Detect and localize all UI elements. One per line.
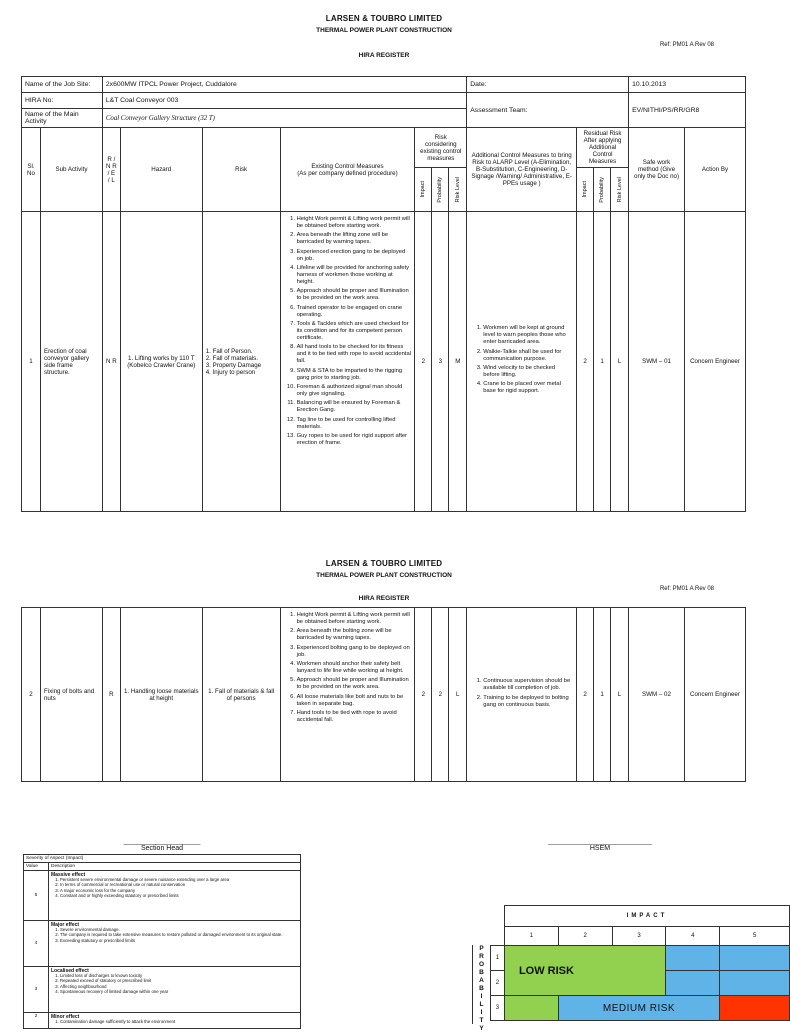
severity-table (23, 854, 301, 1029)
table-row (22, 212, 746, 512)
probability-letters (473, 945, 490, 1033)
col-risk-level: Risk Level (454, 176, 461, 203)
activity-value: Coal Conveyor Gallery Structure (32 T) (102, 109, 466, 128)
division-name: THERMAL POWER PLANT CONSTRUCTION (316, 27, 452, 34)
severity-row (24, 1013, 301, 1029)
existing-item: 3. Experienced bolting gang to be deployed on job. (297, 645, 412, 659)
col-action-by: Action By (685, 128, 746, 212)
severity-value: 2 (24, 1013, 49, 1029)
register-title: HIRA REGISTER (358, 52, 410, 59)
col-residual-risk-level: Risk Level (616, 176, 623, 203)
row-risks (202, 608, 280, 782)
risk-matrix-table (490, 905, 790, 1021)
existing-item: 2. Area beneath the lifting zone will be barricaded by warning tapes. (297, 232, 412, 246)
severity-row (24, 871, 301, 921)
existing-item: 6. All loose materials like bolt and nuts to be taken in separate bag. (297, 694, 412, 708)
col-swm: Safe work method (Give only the Doc no) (629, 128, 685, 212)
hira-table-1 (21, 76, 746, 512)
severity-item: 4. Constant and or highly exceeding statutory or prescribed limits (60, 894, 298, 899)
medium-risk-cell (720, 971, 790, 996)
row-action-by: Concern Engineer (685, 212, 746, 512)
existing-item: 13. Guy ropes to be used for rigid support after erection of frame. (297, 433, 412, 447)
severity-item: 2. The company is required to take extensive measures to restore polluted or damaged environment to its original state. (60, 933, 298, 938)
doc-ref: Ref: PM01 A Rev 08 (659, 42, 714, 48)
risk-item: 4. Injury to person (205, 368, 256, 376)
row-residual-probability: 1 (594, 608, 611, 782)
additional-item: 2. Training to be deployed to bolting gang on continuous basis. (483, 695, 573, 709)
impact-value: 5 (720, 927, 790, 946)
probability-letter: P (479, 945, 484, 952)
row-residual-probability: 1 (594, 212, 611, 512)
probability-letter: I (480, 993, 483, 1000)
col-residual: Residual Risk After applying Additional Control Measures (577, 128, 629, 168)
severity-item: 3. Exceeding statutory or prescribed limits (60, 939, 298, 944)
severity-item: 1. Persistent severe environmental damage or severe nuisance extending over a large area (60, 878, 298, 883)
site-label: Name of the Job Site: (22, 77, 103, 93)
row-hazard: 1. Handling loose materials at height (120, 608, 202, 782)
col-impact: Impact (420, 181, 427, 198)
severity-value: 4 (24, 921, 49, 967)
risk-item: 2. Fall of materials. (205, 354, 258, 362)
site-value: 2x600MW ITPCL Power Project, Cuddalore (102, 77, 466, 93)
signature-line: _______________________ (123, 839, 201, 845)
medium-risk-cell (720, 946, 790, 971)
col-risk: Risk (202, 128, 280, 212)
existing-item: 4. Lifeline will be provided for anchoring safety harness of workmen those working at height. (297, 265, 412, 286)
impact-value: 3 (612, 927, 666, 946)
row-impact: 2 (415, 608, 432, 782)
existing-item: 2. Area beneath the bolting zone will be barricaded by warning tapes. (297, 628, 412, 642)
company-name: LARSEN & TOUBRO LIMITED (325, 14, 443, 23)
severity-name: Localised effect (51, 968, 89, 974)
hira-no-value: L&T Coal Conveyor 003 (102, 93, 466, 109)
prob-value: 3 (491, 996, 505, 1021)
severity-col-desc: Description (49, 863, 301, 871)
probability-letter: B (479, 985, 484, 992)
hsem-label: HSEM (589, 845, 611, 852)
row-additional (467, 608, 577, 782)
row-probability: 3 (432, 212, 449, 512)
doc-ref-2: Ref: PM01 A Rev 08 (659, 586, 714, 592)
existing-item: 11. Balancing will be ensured by Foreman & Erection Gang. (297, 400, 412, 414)
row-sub-activity: Fixing of bolts and nuts (40, 608, 102, 782)
row-action-by: Concern Engineer (684, 608, 745, 782)
row-rnre: N R (102, 212, 120, 512)
row-existing (280, 212, 415, 512)
company-name-2: LARSEN & TOUBRO LIMITED (325, 559, 443, 568)
existing-item: 9. SWM & STA to be imparted to the rigging gang prior to starting job. (297, 368, 412, 382)
probability-letter: A (479, 977, 484, 984)
additional-item: 2. Walkie-Talkie shall be used for communication purpose. (483, 349, 573, 363)
probability-letter: R (479, 953, 484, 960)
row-sub-activity: Erection of coal conveyor gallery side frame structure. (40, 212, 102, 512)
table-row (22, 608, 746, 782)
row-additional (467, 212, 577, 512)
existing-item: 8. All hand tools to be checked for its fitness and it to be tied with rope to avoid accidental fall. (297, 344, 412, 365)
prob-value: 2 (491, 971, 505, 996)
additional-item: 4. Crane to be placed over metal base for rigid support. (483, 381, 573, 395)
row-risk-level: M (449, 212, 467, 512)
severity-item: 1. Limited loss of discharges to known toxicity (60, 974, 298, 979)
row-swm: SWM – 02 (629, 608, 685, 782)
team-label: Assessment Team: (467, 93, 629, 128)
date-label: Date: (467, 77, 629, 93)
severity-item: 4. Spontaneous recovery of limited damage within one year (60, 990, 298, 995)
risk-item: 1. Fall of Person. (205, 347, 253, 355)
existing-item: 7. Tools & Tackles which are used checked for its condition and for its competent person certificate. (297, 321, 412, 342)
additional-item: 1. Workmen will be kept at ground level to warn peoples those who enter barricaded area. (483, 325, 573, 346)
severity-col-value: Value (24, 863, 49, 871)
impact-value: 4 (666, 927, 720, 946)
hira-no-label: HIRA No: (22, 93, 103, 109)
existing-item: 3. Experienced erection gang to be deployed on job. (297, 249, 412, 263)
col-residual-impact: Impact (582, 181, 589, 198)
col-hazard: Hazard (120, 128, 202, 212)
col-rnre: R / N R / E / L (102, 128, 120, 212)
existing-item: 6. Trained operator to be engaged on crane operating. (297, 305, 412, 319)
hsem-signature (500, 839, 700, 852)
section-head-label: Section Head (140, 845, 184, 852)
risk-item: 1. Fall of materials & fall of persons (208, 687, 275, 702)
risk-matrix (490, 905, 768, 1024)
activity-label: Name of the Main Activity (22, 109, 103, 128)
existing-item: 1. Height Work permit & Lifting work permit will be obtained before starting work. (297, 216, 412, 230)
severity-value: 5 (24, 871, 49, 921)
high-risk-cell (720, 996, 790, 1021)
row-probability: 2 (432, 608, 449, 782)
additional-item: 3. Wind velocity to be checked before lifting. (483, 365, 573, 379)
severity-name: Major effect (51, 922, 80, 928)
col-existing: Existing Control Measures (As per company defined procedure) (280, 128, 415, 212)
col-risk-considering: Risk considering existing control measures (415, 128, 467, 168)
row-slno: 2 (22, 608, 41, 782)
row-slno: 1 (22, 212, 41, 512)
severity-row (24, 921, 301, 967)
existing-item: 12. Tag line to be used for controlling lifted materials. (297, 417, 412, 431)
row-residual-impact: 2 (577, 212, 594, 512)
impact-value: 2 (558, 927, 612, 946)
probability-letter: B (479, 969, 484, 976)
col-residual-probability: Probability (599, 176, 606, 203)
medium-risk-zone: MEDIUM RISK (558, 996, 719, 1021)
probability-letter: I (480, 1009, 483, 1016)
severity-item: 3. A major economic loss for the company (60, 889, 298, 894)
division-name-2: THERMAL POWER PLANT CONSTRUCTION (316, 572, 452, 579)
severity-name: Minor effect (51, 1014, 80, 1020)
existing-item: 5. Approach should be proper and Illumination to be provided on the work area. (297, 677, 412, 691)
row-rnre: R (102, 608, 120, 782)
existing-item: 7. Hand tools to be tied with rope to avoid accidental fall. (297, 710, 412, 724)
low-risk-cell (504, 996, 558, 1021)
row-existing (280, 608, 415, 782)
probability-letter: Y (479, 1025, 484, 1032)
signature-line: _______________________________ (548, 839, 652, 845)
register-title-2: HIRA REGISTER (358, 595, 410, 602)
severity-name: Massive effect (51, 872, 86, 878)
row-risk-level: L (449, 608, 467, 782)
existing-item: 1. Height Work permit & Lifting work permit will be obtained before starting work. (297, 612, 412, 626)
severity-value: 3 (24, 967, 49, 1013)
existing-item: 5. Approach should be proper and Illumination to be provided on the work area. (297, 288, 412, 302)
date-value: 10.10.2013 (629, 77, 746, 93)
medium-risk-cell (666, 971, 720, 996)
team-value: EV/NITHI/PS/RR/GR8 (629, 93, 746, 128)
severity-item: 3. Affecting neighbourhood (60, 985, 298, 990)
section-head-signature (72, 839, 252, 852)
row-residual-level: L (611, 212, 629, 512)
probability-letter: L (479, 1001, 484, 1008)
severity-item: 1. Contamination damage sufficiently to attack the environment (60, 1020, 298, 1025)
low-risk-zone: LOW RISK (504, 946, 666, 996)
severity-row (24, 967, 301, 1013)
severity-item: 1. Severe environmental damage. (60, 928, 298, 933)
additional-item: 1. Continuous supervision should be available till completion of job. (483, 678, 573, 692)
col-probability: Probability (437, 176, 444, 203)
severity-item: 2. Repeated exceed of statutory or prescribed limit (60, 979, 298, 984)
impact-value: 1 (504, 927, 558, 946)
hira-table-2 (21, 607, 746, 782)
risk-item: 3. Property Damage (205, 361, 262, 369)
impact-axis-label: IMPACT (504, 906, 789, 927)
medium-risk-cell (666, 946, 720, 971)
row-risks (202, 212, 280, 512)
probability-letter: T (479, 1017, 484, 1024)
col-slno: Sl. No (22, 128, 41, 212)
existing-item: 10. Foreman & authorized signal man should only give signaling. (297, 384, 412, 398)
probability-axis-label (472, 945, 490, 1032)
existing-item: 4. Workmen should anchor their safety belt lanyard to life line while working at height. (297, 661, 412, 675)
severity-title: Severity of Aspect (Impact) (24, 855, 301, 863)
row-swm: SWM – 01 (629, 212, 685, 512)
row-residual-level: L (611, 608, 629, 782)
row-residual-impact: 2 (577, 608, 594, 782)
prob-value: 1 (491, 946, 505, 971)
col-sub-activity: Sub Activity (40, 128, 102, 212)
row-hazard: 1. Lifting works by 110 T (Kobelco Crawler Crane) (120, 212, 202, 512)
col-additional: Additional Control Measures to bring Risk to ALARP Level (A-Elimination, B-Substitution, C-Engineering, D-Signage /Warning/ Administrative, E- PPEs usage ) (467, 128, 577, 212)
row-impact: 2 (415, 212, 432, 512)
severity-item: 2. In terms of commercial or recreational use or natural conservation (60, 883, 298, 888)
probability-letter: O (478, 961, 485, 968)
